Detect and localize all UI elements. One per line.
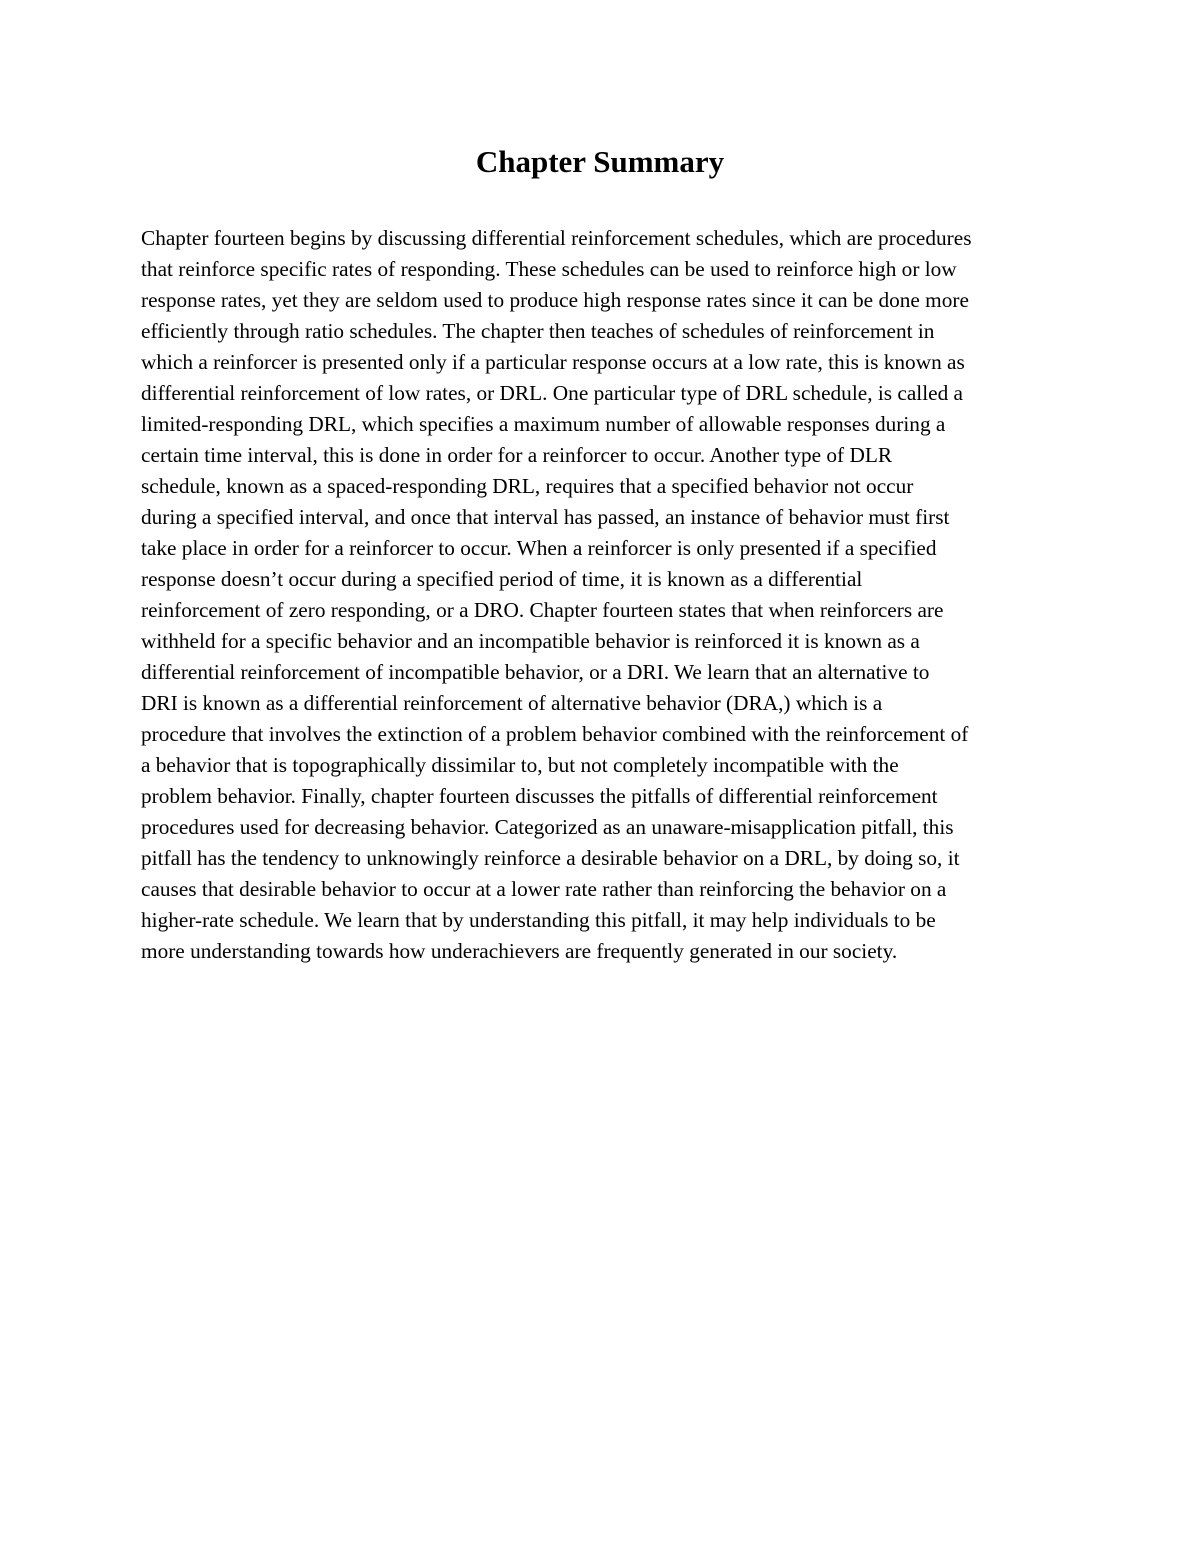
paragraph-line: procedures used for decreasing behavior. Categorized as an unaware-misapplication pitfall, this — [141, 815, 954, 839]
paragraph-line: that reinforce specific rates of responding. These schedules can be used to reinforce high or low — [141, 257, 957, 281]
paragraph-line: schedule, known as a spaced-responding DRL, requires that a specified behavior not occur — [141, 474, 914, 498]
paragraph-line: Chapter fourteen begins by discussing differential reinforcement schedules, which are procedures — [141, 226, 972, 250]
paragraph-line: a behavior that is topographically dissimilar to, but not completely incompatible with the — [141, 753, 899, 777]
paragraph-line: higher-rate schedule. We learn that by understanding this pitfall, it may help individuals to be — [141, 908, 936, 932]
paragraph-line: during a specified interval, and once that interval has passed, an instance of behavior must first — [141, 505, 950, 529]
paragraph-line: response rates, yet they are seldom used to produce high response rates since it can be done more — [141, 288, 969, 312]
paragraph-line: differential reinforcement of incompatible behavior, or a DRI. We learn that an alternative to — [141, 660, 930, 684]
paragraph-line: response doesn’t occur during a specified period of time, it is known as a differential — [141, 567, 863, 591]
paragraph-line: reinforcement of zero responding, or a DRO. Chapter fourteen states that when reinforcers are — [141, 598, 944, 622]
paragraph-line: causes that desirable behavior to occur at a lower rate rather than reinforcing the behavior on a — [141, 877, 947, 901]
paragraph-line: certain time interval, this is done in order for a reinforcer to occur. Another type of DLR — [141, 443, 893, 467]
paragraph-line: problem behavior. Finally, chapter fourteen discusses the pitfalls of differential reinforcement — [141, 784, 938, 808]
paragraph-line: more understanding towards how underachievers are frequently generated in our society. — [141, 939, 898, 963]
paragraph-line: DRI is known as a differential reinforcement of alternative behavior (DRA,) which is a — [141, 691, 883, 715]
page-title: Chapter Summary — [475, 144, 725, 179]
summary-paragraph — [141, 223, 1071, 967]
paragraph-line: take place in order for a reinforcer to occur. When a reinforcer is only presented if a specified — [141, 536, 937, 560]
paragraph-line: procedure that involves the extinction of a problem behavior combined with the reinforcement of — [141, 722, 969, 746]
paragraph-line: efficiently through ratio schedules. The chapter then teaches of schedules of reinforcement in — [141, 319, 935, 343]
paragraph-line: pitfall has the tendency to unknowingly reinforce a desirable behavior on a DRL, by doing so, it — [141, 846, 960, 870]
paragraph-line: differential reinforcement of low rates, or DRL. One particular type of DRL schedule, is called a — [141, 381, 963, 405]
paragraph-line: withheld for a specific behavior and an incompatible behavior is reinforced it is known as a — [141, 629, 920, 653]
paragraph-line: limited-responding DRL, which specifies a maximum number of allowable responses during a — [141, 412, 946, 436]
paragraph-line: which a reinforcer is presented only if a particular response occurs at a low rate, this is known as — [141, 350, 965, 374]
